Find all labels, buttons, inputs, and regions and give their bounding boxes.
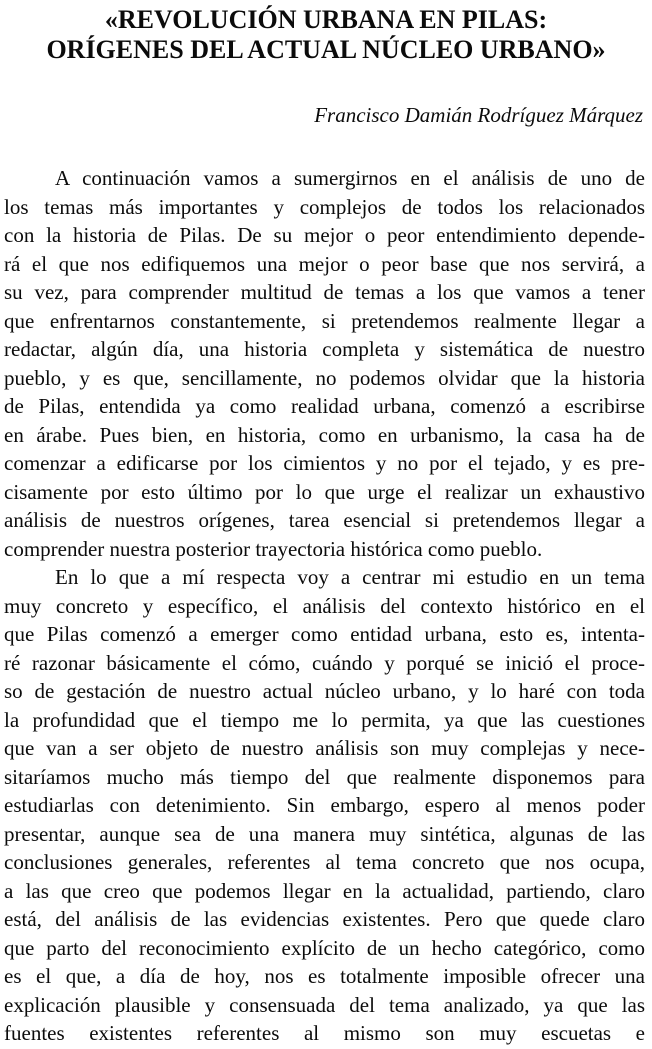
document-body [0,164,652,1048]
text-line: A continuación vamos a sumergirnos en el análisis de uno de [55,166,645,190]
text-line: en árabe. Pues bien, en historia, como en urbanismo, la casa ha de [4,422,645,447]
text-line: redactar, algún día, una historia completa y sistemática de nuestro [4,337,645,361]
text-line: con la historia de Pilas. De su mejor o peor entendimiento depende- [4,223,645,247]
text-line: estudiarlas con detenimiento. Sin embargo, espero al menos poder [4,793,645,817]
text-line: análisis de nuestros orígenes, tarea esencial si pretendemos llegar a [4,508,645,532]
text-line: su vez, para comprender multitud de temas a los que vamos a tener [4,280,645,304]
author-byline: Francisco Damián Rodríguez Márquez [314,103,643,127]
text-line: que parto del reconocimiento explícito de un hecho categórico, como [4,935,645,960]
text-line: es el que, a día de hoy, nos es totalmente imposible ofrecer una [4,964,645,988]
text-line: fuentes existentes referentes al mismo son muy escuetas e [4,1021,645,1045]
document-title-line-2: ORÍGENES DEL ACTUAL NÚCLEO URBANO» [46,35,606,64]
text-line: la profundidad que el tiempo me lo permita, ya que las cuestiones [4,707,645,732]
text-line: cisamente por esto último por lo que urge el realizar un exhaustivo [4,479,645,504]
text-line: que Pilas comenzó a emerger como entidad urbana, esto es, intenta- [4,622,645,646]
document-title [0,0,652,65]
text-line: rá el que nos edifiquemos una mejor o peor base que nos servirá, a [4,251,645,276]
text-line: que enfrentarnos constantemente, si pretendemos realmente llegar a [4,308,645,333]
text-line: comenzar a edificarse por los cimientos y no por el tejado, y es pre- [4,451,645,475]
text-line: presentar, aunque sea de una manera muy sintética, algunas de las [4,821,645,846]
text-line: los temas más importantes y complejos de todos los relacionados [4,194,645,219]
text-line: ré razonar básicamente el cómo, cuándo y porqué se inició el proce- [4,650,645,675]
text-line: pueblo, y es que, sencillamente, no podemos olvidar que la historia [4,365,645,390]
text-line: muy concreto y específico, el análisis del contexto histórico en el [4,593,645,618]
text-line: so de gestación de nuestro actual núcleo urbano, y lo haré con toda [4,679,645,703]
text-line: a las que creo que podemos llegar en la actualidad, partiendo, claro [4,878,645,903]
text-line: de Pilas, entendida ya como realidad urbana, comenzó a escribirse [4,394,645,418]
text-line: explicación plausible y consensuada del tema analizado, ya que las [4,992,645,1017]
text-line: En lo que a mí respecta voy a centrar mi estudio en un tema [55,565,645,589]
text-line: comprender nuestra posterior trayectoria histórica como pueblo. [4,536,543,561]
text-line: está, del análisis de las evidencias existentes. Pero que quede claro [4,907,645,931]
document-title-line-1: «REVOLUCIÓN URBANA EN PILAS: [104,5,548,34]
text-line: que van a ser objeto de nuestro análisis son muy complejas y nece- [4,736,645,760]
text-line: conclusiones generales, referentes al tema concreto que nos ocupa, [4,850,645,874]
text-line: sitaríamos mucho más tiempo del que realmente disponemos para [4,764,645,789]
